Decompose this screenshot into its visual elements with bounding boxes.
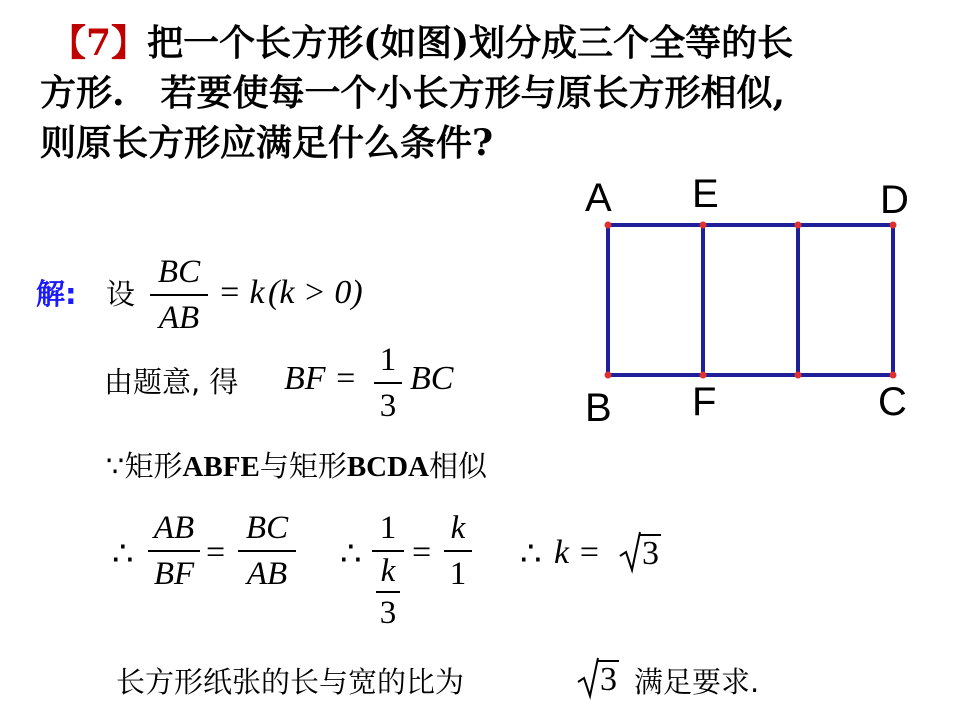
fraction-numerator: k bbox=[450, 510, 466, 546]
inner-fraction-bar bbox=[376, 591, 400, 593]
let-word: 设 bbox=[106, 277, 136, 311]
label-f: F bbox=[692, 380, 717, 424]
problem-line-2: 方形. 若要使每一个小长方形与原长方形相似, bbox=[40, 72, 786, 114]
fraction-denominator: AB bbox=[246, 556, 288, 592]
fraction-k-over-1 bbox=[444, 508, 472, 594]
therefore-symbol-2: ∴ bbox=[340, 536, 362, 573]
because-symbol: ∵ bbox=[106, 449, 125, 483]
fraction-ab-over-bf bbox=[148, 508, 200, 594]
solution-label: 解: bbox=[36, 277, 77, 311]
fraction-denominator: 3 bbox=[379, 388, 397, 424]
rect-word: 矩形 bbox=[124, 449, 183, 483]
fraction-bar bbox=[150, 294, 208, 296]
equals-k: = k bbox=[218, 274, 265, 311]
conclusion-text-a: 长方形纸张的长与宽的比为 bbox=[116, 665, 465, 699]
rectangle-lines bbox=[608, 225, 893, 375]
label-a: A bbox=[585, 176, 612, 220]
fraction-numerator: BC bbox=[157, 254, 201, 290]
problem-number: 【7】 bbox=[50, 22, 148, 64]
with-rect-word: 与矩形 bbox=[259, 449, 347, 483]
inner-denominator-3: 3 bbox=[379, 595, 397, 631]
sqrt-sign-2 bbox=[576, 656, 600, 700]
problem-line-1-text: 把一个长方形(如图)划分成三个全等的长 bbox=[147, 22, 794, 64]
equals-sign-2: = bbox=[412, 534, 432, 571]
fraction-bc-over-ab-2 bbox=[238, 508, 296, 594]
fraction-denominator: BF bbox=[153, 556, 195, 592]
fraction-bar bbox=[374, 382, 402, 384]
therefore-symbol-3: ∴ bbox=[520, 536, 542, 573]
therefore-symbol-1: ∴ bbox=[112, 536, 134, 573]
point-c bbox=[890, 372, 897, 379]
vertex-points bbox=[605, 222, 897, 379]
fraction-bar bbox=[444, 550, 472, 552]
k-condition: (k > 0) bbox=[268, 274, 363, 311]
fraction-numerator: 1 bbox=[379, 510, 397, 546]
sqrt-radicand-1: 3 bbox=[642, 535, 659, 572]
fraction-one-over-k-over-3 bbox=[372, 508, 404, 630]
equals-sign-1: = bbox=[206, 534, 226, 571]
by-problem-text: 由题意, 得 bbox=[104, 365, 239, 399]
point-a bbox=[605, 222, 612, 229]
similarity-statement bbox=[106, 444, 487, 485]
fraction-bar bbox=[372, 550, 404, 552]
fraction-bar bbox=[238, 550, 296, 552]
fraction-one-third bbox=[374, 340, 402, 426]
point-b bbox=[605, 372, 612, 379]
problem-line-3: 则原长方形应满足什么条件? bbox=[40, 122, 494, 164]
similar-word: 相似 bbox=[429, 449, 488, 483]
point-bottom-middle bbox=[795, 372, 802, 379]
fraction-denominator: 1 bbox=[449, 556, 467, 592]
point-e bbox=[700, 222, 707, 229]
conclusion-text-b: 满足要求. bbox=[634, 665, 760, 699]
label-b: B bbox=[585, 386, 612, 430]
fraction-numerator: 1 bbox=[379, 342, 397, 378]
sqrt-radicand-2: 3 bbox=[600, 661, 617, 698]
label-e: E bbox=[692, 172, 719, 216]
k-equals: k = bbox=[554, 534, 601, 571]
label-c: C bbox=[878, 380, 907, 424]
bc-term: BC bbox=[410, 360, 454, 397]
rect-abfe: ABFE bbox=[182, 451, 260, 483]
fraction-numerator: AB bbox=[153, 510, 195, 546]
bf-equals: BF = bbox=[284, 360, 357, 397]
rectangle-abcd bbox=[608, 225, 893, 375]
fraction-bar bbox=[148, 550, 200, 552]
label-d: D bbox=[880, 178, 909, 222]
inner-numerator-k: k bbox=[380, 553, 396, 589]
problem-line-1 bbox=[50, 20, 793, 67]
fraction-denominator: AB bbox=[158, 300, 200, 336]
fraction-numerator: BC bbox=[245, 510, 289, 546]
fraction-bc-over-ab bbox=[150, 252, 208, 338]
point-f bbox=[700, 372, 707, 379]
rect-bcda: BCDA bbox=[346, 451, 429, 483]
sqrt-sign-1 bbox=[618, 530, 642, 574]
point-top-middle bbox=[795, 222, 802, 229]
